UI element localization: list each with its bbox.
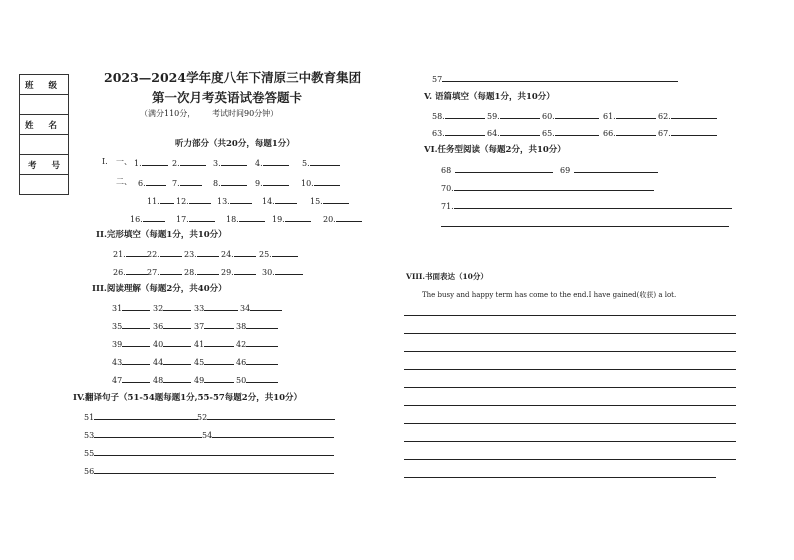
answer-blank[interactable] — [239, 213, 265, 222]
answer-blank[interactable] — [122, 320, 150, 329]
answer-blank[interactable] — [454, 200, 732, 209]
answer-blank[interactable] — [671, 110, 717, 119]
writing-line[interactable] — [404, 315, 736, 316]
answer-item: 9. — [255, 177, 289, 189]
answer-item: 24. — [221, 248, 256, 260]
answer-blank[interactable] — [180, 157, 206, 166]
answer-blank[interactable] — [163, 320, 191, 329]
answer-item: 37 — [194, 320, 234, 332]
answer-blank[interactable] — [207, 411, 335, 420]
answer-blank[interactable] — [500, 110, 540, 119]
answer-blank[interactable] — [246, 356, 278, 365]
class-field[interactable] — [20, 95, 69, 115]
answer-blank[interactable] — [189, 213, 215, 222]
answer-item: 43 — [112, 356, 150, 368]
listening-row2-prefix: 二、 — [116, 177, 132, 186]
answer-item: 1. — [134, 157, 168, 169]
answer-item: 31 — [112, 302, 150, 314]
translation-56: 56 — [84, 465, 334, 477]
answer-blank[interactable] — [234, 266, 256, 275]
answer-blank[interactable] — [221, 177, 247, 186]
translation-53: 53 — [84, 429, 202, 441]
answer-blank[interactable] — [275, 195, 297, 204]
answer-blank[interactable] — [142, 157, 168, 166]
answer-blank[interactable] — [94, 447, 334, 456]
answer-item: 14. — [262, 195, 297, 207]
answer-blank[interactable] — [555, 127, 599, 136]
answer-item: 47 — [112, 374, 150, 386]
answer-item: 16. — [130, 213, 165, 225]
answer-blank[interactable] — [122, 302, 150, 311]
answer-blank[interactable] — [160, 248, 182, 257]
translation-55: 55 — [84, 447, 334, 459]
translation-51: 51 — [84, 411, 198, 423]
student-info-table — [19, 74, 69, 195]
answer-blank[interactable] — [574, 164, 658, 173]
answer-item: 21. — [113, 248, 148, 260]
answer-blank[interactable] — [445, 110, 485, 119]
answer-item: 39 — [112, 338, 150, 350]
answer-blank[interactable] — [671, 127, 717, 136]
writing-prompt: The busy and happy term has come to the end.I have gained(收获) a lot. — [422, 291, 677, 299]
answer-blank[interactable] — [197, 266, 219, 275]
answer-blank[interactable] — [94, 465, 334, 474]
answer-item: 29. — [221, 266, 256, 278]
answer-blank[interactable] — [204, 320, 234, 329]
task-69: 69 — [560, 164, 658, 176]
answer-blank[interactable] — [555, 110, 599, 119]
answer-item: 64. — [487, 127, 540, 139]
answer-item: 48 — [153, 374, 191, 386]
answer-item: 11. — [147, 195, 174, 207]
answer-item: 18. — [226, 213, 265, 225]
answer-blank[interactable] — [126, 248, 148, 257]
answer-blank[interactable] — [122, 374, 150, 383]
answer-blank[interactable] — [616, 127, 656, 136]
answer-item: 65. — [542, 127, 599, 139]
writing-line[interactable] — [404, 423, 736, 424]
answer-item: 67. — [658, 127, 717, 139]
answer-blank[interactable] — [143, 213, 165, 222]
exam-no-label: 考 号 — [20, 155, 69, 175]
answer-item: 66. — [603, 127, 656, 139]
answer-blank[interactable] — [310, 157, 340, 166]
grammar-heading: V. 语篇填空（每题1分，共10分） — [424, 92, 555, 102]
answer-item: 23. — [184, 248, 219, 260]
answer-item: 49 — [194, 374, 234, 386]
answer-item: 5. — [302, 157, 340, 169]
answer-blank[interactable] — [160, 195, 174, 204]
answer-item: 25. — [259, 248, 298, 260]
answer-item: 26. — [113, 266, 148, 278]
answer-blank[interactable] — [163, 356, 191, 365]
title-line-2: 第一次月考英语试卷答题卡 — [152, 90, 303, 105]
answer-item: 7. — [172, 177, 202, 189]
answer-item: 63. — [432, 127, 485, 139]
listening-part-label: I. — [102, 157, 108, 166]
answer-blank[interactable] — [180, 177, 202, 186]
answer-blank[interactable] — [204, 338, 234, 347]
answer-item: 36 — [153, 320, 191, 332]
answer-blank[interactable] — [122, 356, 150, 365]
answer-item: 4. — [255, 157, 289, 169]
answer-blank[interactable] — [204, 356, 234, 365]
cloze-heading: II.完形填空（每题1分，共10分） — [96, 230, 227, 240]
writing-line[interactable] — [404, 459, 736, 460]
answer-blank[interactable] — [500, 127, 540, 136]
answer-item: 61. — [603, 110, 656, 122]
answer-blank[interactable] — [94, 429, 202, 438]
answer-item: 60. — [542, 110, 599, 122]
answer-item: 33 — [194, 302, 238, 314]
answer-item: 8. — [213, 177, 247, 189]
title-line-1: 2023—2024学年度八年下清原三中教育集团 — [104, 70, 362, 85]
exam-no-field[interactable] — [20, 175, 69, 195]
answer-blank[interactable] — [250, 302, 282, 311]
answer-blank[interactable] — [230, 195, 252, 204]
answer-blank[interactable] — [163, 302, 191, 311]
answer-blank[interactable] — [94, 411, 198, 420]
answer-blank[interactable] — [442, 73, 678, 82]
answer-blank[interactable] — [454, 182, 654, 191]
answer-blank[interactable] — [314, 177, 340, 186]
task-71: 71. — [441, 200, 732, 212]
answer-item: 41 — [194, 338, 234, 350]
translation-54: 54 — [202, 429, 334, 441]
answer-item: 28. — [184, 266, 219, 278]
answer-blank[interactable] — [122, 338, 150, 347]
writing-line[interactable] — [404, 387, 736, 388]
writing-line[interactable] — [404, 351, 736, 352]
answer-item: 22. — [147, 248, 182, 260]
task-68: 68 — [441, 164, 553, 176]
time-info: 考试时间90分钟） — [212, 109, 279, 118]
translation-heading: IV.翻译句子（51-54题每题1分,55-57每题2分，共10分） — [73, 393, 303, 403]
answer-blank[interactable] — [336, 213, 362, 222]
answer-item: 6. — [138, 177, 166, 189]
answer-blank[interactable] — [126, 266, 148, 275]
writing-line[interactable] — [404, 477, 716, 478]
answer-blank[interactable] — [275, 266, 303, 275]
answer-item: 34 — [240, 302, 282, 314]
answer-item: 62. — [658, 110, 717, 122]
writing-line[interactable] — [404, 333, 736, 334]
answer-blank[interactable] — [323, 195, 349, 204]
writing-line[interactable] — [404, 441, 736, 442]
answer-item: 27. — [147, 266, 182, 278]
answer-blank[interactable] — [263, 177, 289, 186]
answer-item: 38 — [236, 320, 278, 332]
answer-item: 46 — [236, 356, 278, 368]
listening-row1-prefix: 一、 — [116, 157, 132, 166]
writing-line[interactable] — [404, 405, 736, 406]
answer-blank[interactable] — [616, 110, 656, 119]
answer-blank[interactable] — [234, 248, 256, 257]
answer-blank[interactable] — [263, 157, 289, 166]
answer-item: 15. — [310, 195, 349, 207]
answer-item: 58. — [432, 110, 485, 122]
answer-item: 12. — [176, 195, 211, 207]
answer-item: 45 — [194, 356, 234, 368]
answer-blank[interactable] — [163, 374, 191, 383]
translation-57: 57 — [432, 73, 678, 85]
answer-item: 44 — [153, 356, 191, 368]
name-label: 姓 名 — [20, 115, 69, 135]
answer-item: 59. — [487, 110, 540, 122]
answer-item: 3. — [213, 157, 247, 169]
answer-blank[interactable] — [445, 127, 485, 136]
writing-heading: VIII.书面表达（10分） — [406, 272, 488, 281]
answer-item: 19. — [272, 213, 311, 225]
answer-item: 10. — [301, 177, 340, 189]
answer-blank[interactable] — [221, 157, 247, 166]
reading-heading: III.阅读理解（每题2分，共40分） — [92, 284, 227, 294]
answer-item: 40 — [153, 338, 191, 350]
name-field[interactable] — [20, 135, 69, 155]
answer-item: 42 — [236, 338, 278, 350]
answer-blank[interactable] — [163, 338, 191, 347]
answer-blank[interactable] — [246, 338, 278, 347]
answer-blank[interactable] — [204, 374, 234, 383]
task-71-extra-line[interactable] — [441, 226, 729, 227]
answer-blank[interactable] — [204, 302, 238, 311]
answer-item: 30. — [262, 266, 303, 278]
answer-blank[interactable] — [285, 213, 311, 222]
answer-blank[interactable] — [455, 164, 553, 173]
answer-item: 13. — [217, 195, 252, 207]
answer-item: 2. — [172, 157, 206, 169]
task-70: 70. — [441, 182, 654, 194]
answer-item: 17. — [176, 213, 215, 225]
answer-item: 50 — [236, 374, 278, 386]
answer-blank[interactable] — [197, 248, 219, 257]
answer-item: 20. — [323, 213, 362, 225]
task-reading-heading: VI.任务型阅读（每题2分，共10分） — [424, 145, 566, 155]
answer-blank[interactable] — [160, 266, 182, 275]
class-label: 班 级 — [20, 75, 69, 95]
answer-blank[interactable] — [189, 195, 211, 204]
answer-blank[interactable] — [272, 248, 298, 257]
answer-item: 35 — [112, 320, 150, 332]
answer-blank[interactable] — [212, 429, 334, 438]
answer-blank[interactable] — [246, 320, 278, 329]
translation-52: 52 — [197, 411, 335, 423]
score-info: （满分110分， — [140, 109, 196, 118]
answer-blank[interactable] — [246, 374, 278, 383]
answer-blank[interactable] — [146, 177, 166, 186]
answer-item: 32 — [153, 302, 191, 314]
writing-line[interactable] — [404, 369, 736, 370]
listening-heading: 听力部分（共20分，每题1分） — [175, 139, 295, 149]
